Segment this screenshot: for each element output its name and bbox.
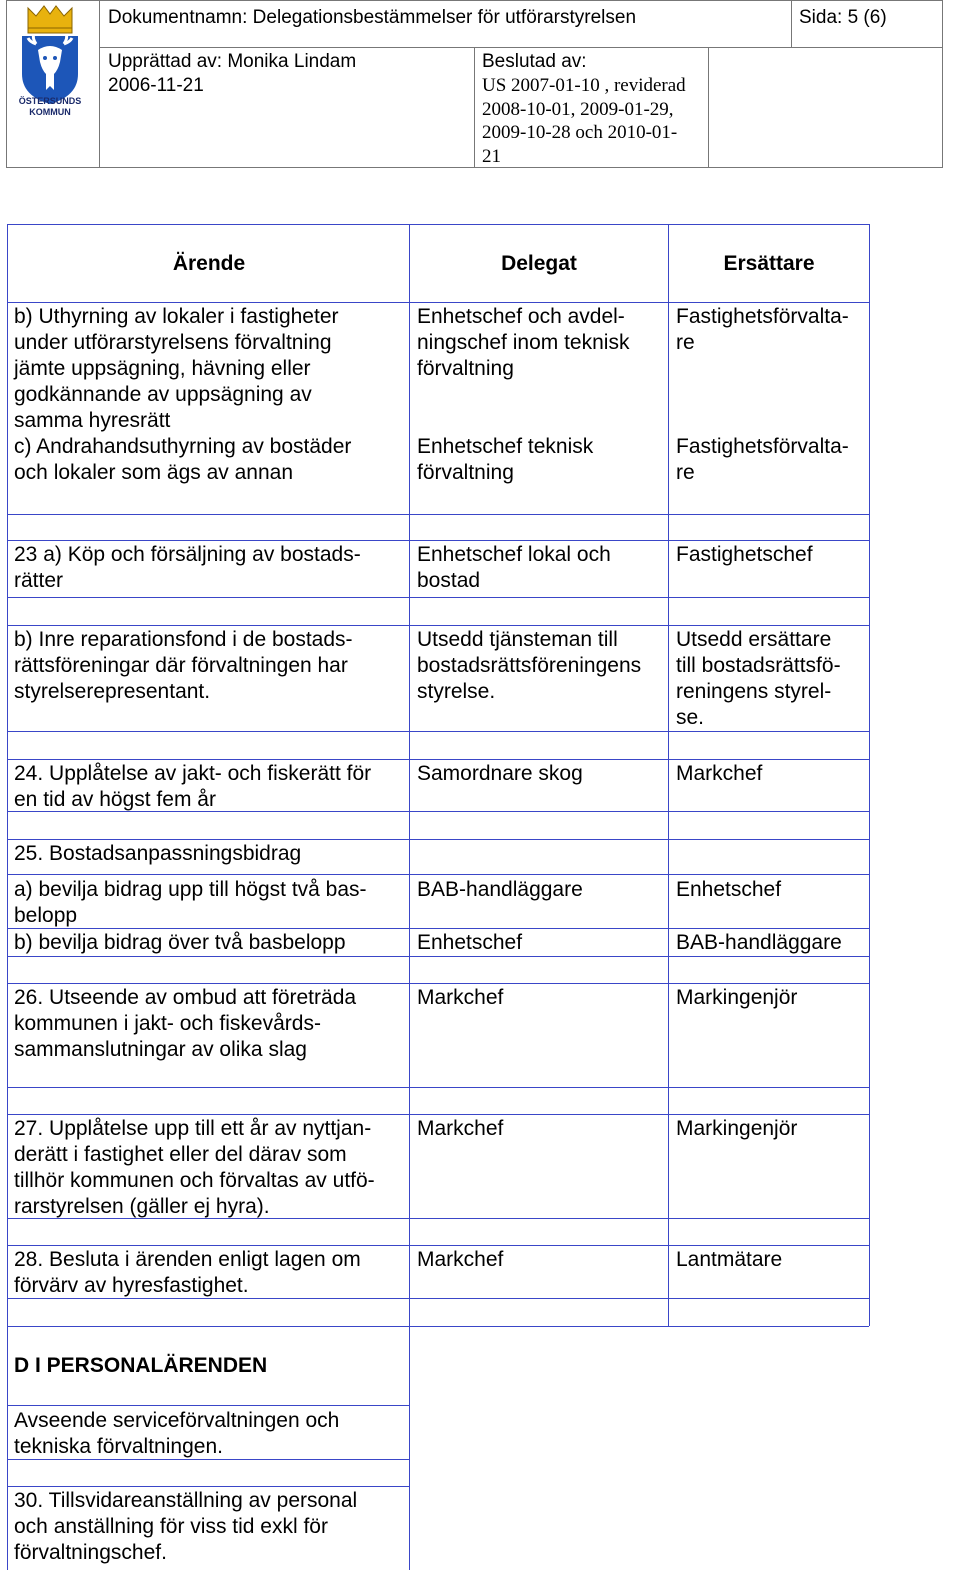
prepared-date: 2006-11-21 bbox=[108, 75, 204, 96]
table-rule bbox=[7, 540, 869, 541]
arende-cell: 25. Bostadsanpassningsbidrag bbox=[14, 842, 302, 865]
logo-text: ÖSTERSUNDS KOMMUN bbox=[18, 96, 82, 117]
delegat-cell: Enhetschef och avdel- ningschef inom teknisk förvaltning Enhetschef teknisk förvaltning bbox=[417, 305, 630, 484]
delegat-cell: Samordnare skog bbox=[417, 762, 583, 785]
table-rule bbox=[7, 597, 869, 598]
header-divider-page bbox=[791, 0, 792, 47]
table-rule bbox=[7, 302, 869, 303]
arende-cell: b) bevilja bidrag över två basbelopp bbox=[14, 931, 346, 954]
ersattare-cell: BAB-handläggare bbox=[676, 931, 842, 954]
header-divider-decided bbox=[474, 47, 475, 168]
column-header-ersattare: Ersättare bbox=[723, 252, 815, 275]
ersattare-cell: Enhetschef bbox=[676, 878, 782, 901]
table-rule bbox=[7, 759, 869, 760]
ersattare-cell: Markchef bbox=[676, 762, 763, 785]
arende-cell: Avseende serviceförvaltningen och tekniska förvaltningen. bbox=[14, 1409, 340, 1458]
header-divider-right bbox=[708, 47, 709, 168]
decided-label: Beslutad av: bbox=[482, 51, 587, 72]
table-rule bbox=[7, 1245, 869, 1246]
delegat-cell: Utsedd tjänsteman till bostadsrättsföreningens styrelse. bbox=[417, 628, 642, 703]
page-number: Sida: 5 (6) bbox=[799, 7, 887, 28]
table-rule bbox=[7, 1087, 869, 1088]
delegat-cell: BAB-handläggare bbox=[417, 878, 583, 901]
ersattare-cell: Markingenjör bbox=[676, 986, 798, 1009]
decided-text: US 2007-01-10 , reviderad 2008-10-01, 2009-01-29, 2009-10-28 och 2010-01- 21 bbox=[482, 75, 686, 167]
delegat-cell: Markchef bbox=[417, 1117, 504, 1140]
table-rule bbox=[7, 1405, 409, 1406]
table-rule bbox=[7, 839, 869, 840]
header-divider-logo bbox=[99, 0, 100, 168]
arende-cell: 30. Tillsvidareanställning av personal och anställning för viss tid exkl för förvaltningschef. bbox=[14, 1489, 358, 1564]
municipality-logo bbox=[14, 4, 86, 120]
ersattare-cell: Markingenjör bbox=[676, 1117, 798, 1140]
arende-cell: 23 a) Köp och försäljning av bostads- rätter bbox=[14, 543, 361, 592]
prepared-by: Upprättad av: Monika Lindam bbox=[108, 51, 357, 72]
table-border-right bbox=[869, 224, 870, 1326]
table-border-col3 bbox=[668, 224, 669, 1326]
column-header-delegat: Delegat bbox=[501, 252, 577, 275]
table-border-col2 bbox=[409, 224, 410, 1570]
table-rule bbox=[7, 874, 869, 875]
ersattare-cell: Utsedd ersättare till bostadsrättsfö- reningens styrel- se. bbox=[676, 628, 841, 729]
document-name: Dokumentnamn: Delegationsbestämmelser för utförarstyrelsen bbox=[108, 7, 637, 28]
arende-cell: 24. Upplåtelse av jakt- och fiskerätt för en tid av högst fem år bbox=[14, 762, 372, 811]
table-rule bbox=[7, 514, 869, 515]
header-divider-row bbox=[99, 47, 943, 48]
arende-cell: 27. Upplåtelse upp till ett år av nyttjan- derätt i fastighet eller del därav som tillhör kommunen och förvaltas av utfö- rarstyrelsen (gäller ej hyra). bbox=[14, 1117, 375, 1218]
delegat-cell: Markchef bbox=[417, 1248, 504, 1271]
arende-cell: a) bevilja bidrag upp till högst två bas- belopp bbox=[14, 878, 367, 927]
delegat-cell: Markchef bbox=[417, 986, 504, 1009]
table-border-left bbox=[7, 224, 8, 1570]
table-rule bbox=[7, 956, 869, 957]
ersattare-cell: Fastighetschef bbox=[676, 543, 813, 566]
table-rule bbox=[7, 731, 869, 732]
arende-cell: 26. Utseende av ombud att företräda kommunen i jakt- och fiskevårds- sammanslutningar av olika slag bbox=[14, 986, 357, 1061]
delegat-cell: Enhetschef bbox=[417, 931, 523, 954]
table-rule bbox=[7, 1114, 869, 1115]
ersattare-cell: Fastighetsförvalta- re Fastighetsförvalta- re bbox=[676, 305, 849, 484]
arende-cell: b) Inre reparationsfond i de bostads- rättsföreningar där förvaltningen har styrelserepresentant. bbox=[14, 628, 353, 703]
column-header-arende: Ärende bbox=[172, 252, 246, 275]
section-heading: D I PERSONALÄRENDEN bbox=[14, 1354, 268, 1377]
arende-cell: 28. Besluta i ärenden enligt lagen om förvärv av hyresfastighet. bbox=[14, 1248, 361, 1297]
ersattare-cell: Lantmätare bbox=[676, 1248, 783, 1271]
table-rule bbox=[7, 1486, 409, 1487]
table-rule bbox=[7, 1326, 869, 1327]
delegat-cell: Enhetschef lokal och bostad bbox=[417, 543, 611, 592]
table-rule bbox=[7, 224, 869, 225]
table-rule bbox=[7, 625, 869, 626]
arende-cell: b) Uthyrning av lokaler i fastigheter under utförarstyrelsens förvaltning jämte uppsägning, hävning eller godkännande av uppsägning av samma hyresrätt c) Andrahandsuthyrning av bostäder och lokaler som ägs av annan bbox=[14, 305, 352, 484]
table-rule bbox=[7, 983, 869, 984]
